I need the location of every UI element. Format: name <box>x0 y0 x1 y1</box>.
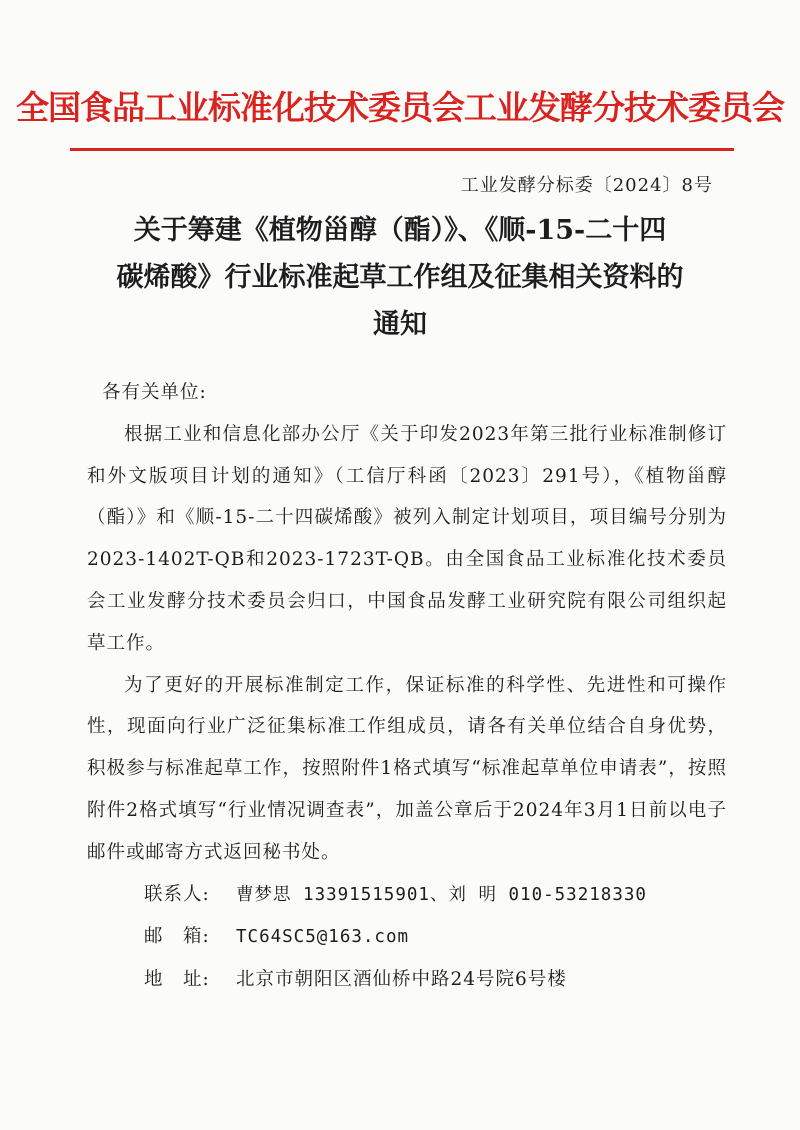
contact-person-row <box>87 874 727 917</box>
contact-email-value[interactable]: TC64SC5@163.com <box>236 927 410 948</box>
issuing-organization-title: 全国食品工业标准化技术委员会工业发酵分技术委员会 <box>16 88 784 127</box>
notice-body <box>87 372 727 1001</box>
notice-title-line-2: 碳烯酸》行业标准起草工作组及征集相关资料的 <box>116 262 684 293</box>
paragraph-background: 根据工业和信息化部办公厅《关于印发2023年第三批行业标准制修订和外文版项目计划的通知》（工信厅科函〔2023〕291号），《植物甾醇（酯）》和《顺-15-二十四碳烯酸》被列入制定计划项目，项目编号分别为2023-1402T-QB和2023-1723T-QB。由全国食品工业标准化技术委员会工业发酵分技术委员会归口，中国食品发酵工业研究院有限公司组织起草工作。 <box>87 423 727 654</box>
addressee: 各有关单位: <box>102 382 207 403</box>
contact-person-value: 曹梦思 13391515901、刘 明 010-53218330 <box>236 884 647 905</box>
contact-address-label: 地 址: <box>144 969 210 991</box>
document-number: 工业发酵分标委〔2024〕8号 <box>460 175 713 196</box>
contact-email-label: 邮 箱: <box>144 926 210 948</box>
contact-email-row <box>87 916 727 959</box>
notice-title-line-1: 关于筹建《植物甾醇（酯）》、《顺-15-二十四 <box>133 215 667 246</box>
red-divider-line <box>70 148 734 151</box>
notice-title <box>60 207 740 348</box>
contact-address-value: 北京市朝阳区酒仙桥中路24号院6号楼 <box>236 969 567 991</box>
contact-address-row <box>87 959 727 1001</box>
notice-title-line-3: 通知 <box>373 309 427 340</box>
contact-person-label: 联系人: <box>144 883 210 905</box>
paragraph-call-for-participation: 为了更好的开展标准制定工作，保证标准的科学性、先进性和可操作性，现面向行业广泛征集标准工作组成员，请各有关单位结合自身优势，积极参与标准起草工作，按照附件1格式填写“标准起草单位申请表”，按照附件2格式填写“行业情况调查表”，加盖公章后于2024年3月1日前以电子邮件或邮寄方式返回秘书处。 <box>87 674 727 863</box>
